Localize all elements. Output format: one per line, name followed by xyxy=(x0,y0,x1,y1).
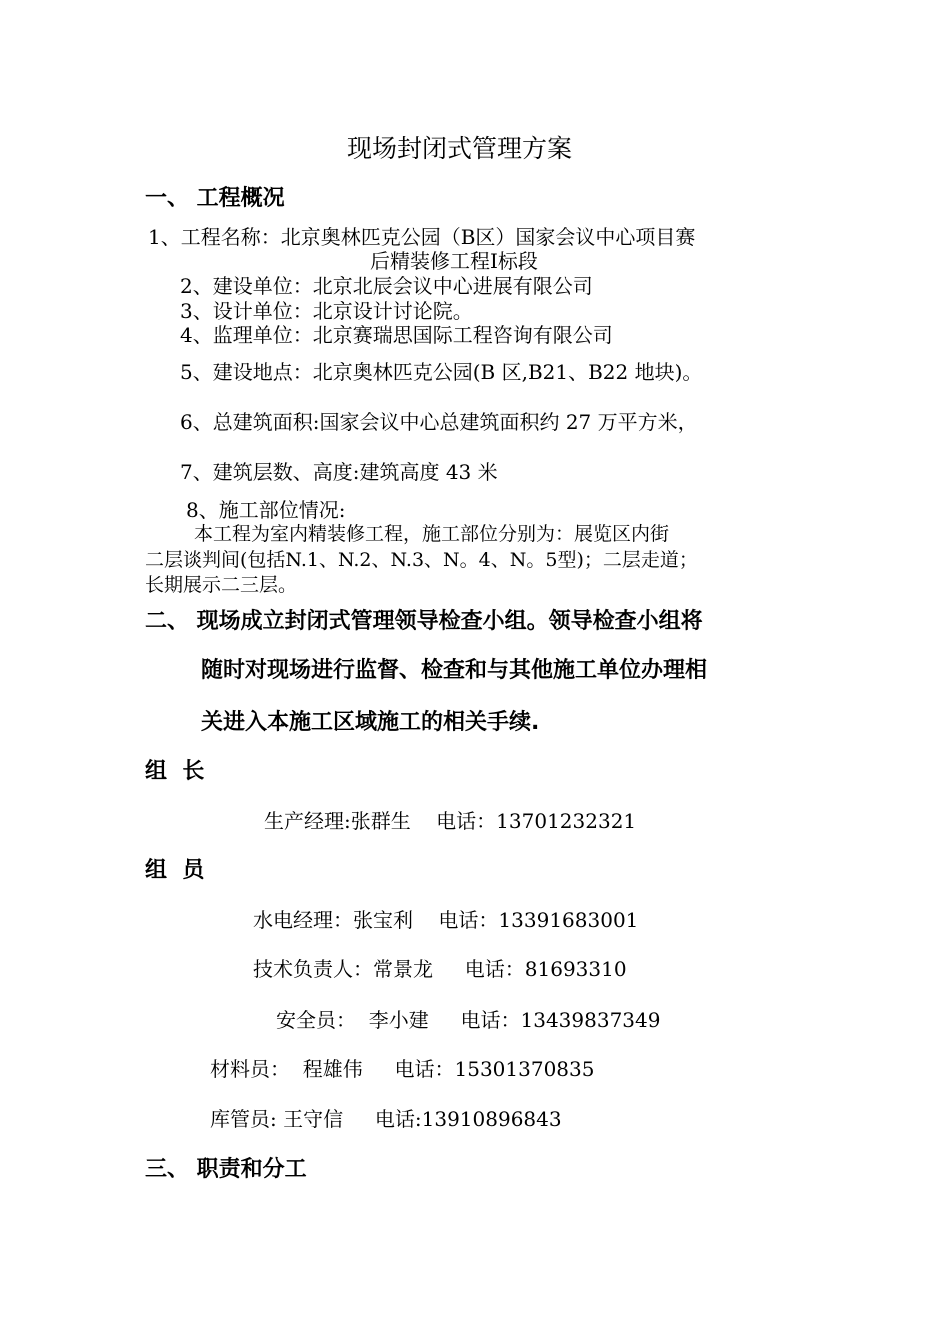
section-heading-team: 二、 现场成立封闭式管理领导检查小组。领导检查小组将 xyxy=(145,609,703,634)
section-heading-overview: 一、 工程概况 xyxy=(145,186,285,211)
member-entry: 安全员： 李小建 电话：13439837349 xyxy=(276,1008,661,1032)
item-height: 7、建筑层数、高度:建筑高度 43 米 xyxy=(180,460,498,484)
member-entry: 材料员： 程雄伟 电话：15301370835 xyxy=(210,1057,595,1081)
page-title: 现场封闭式管理方案 xyxy=(347,134,573,163)
section-heading-duties: 三、 职责和分工 xyxy=(145,1157,307,1182)
section-heading-team-cont: 随时对现场进行监督、检查和与其他施工单位办理相 xyxy=(201,658,708,683)
item-construction-unit: 2、建设单位：北京北辰会议中心进展有限公司 xyxy=(180,274,593,298)
paragraph-line: 二层谈判间(包括N.1、N.2、N.3、N。4、N。5型)；二层走道； xyxy=(145,549,698,571)
member-entry: 技术负责人：常景龙 电话：81693310 xyxy=(253,957,627,981)
item-design-unit: 3、设计单位：北京设计讨论院。 xyxy=(180,299,473,323)
paragraph-line: 长期展示二三层。 xyxy=(145,574,298,596)
item-project-name-cont: 后精装修工程Ⅰ标段 xyxy=(370,249,538,273)
item-construction-part: 8、施工部位情况: xyxy=(186,498,346,522)
item-project-name: 1、工程名称：北京奥林匹克公园（B区）国家会议中心项目赛 xyxy=(148,225,696,249)
leader-entry: 生产经理:张群生 电话：13701232321 xyxy=(264,809,637,833)
section-heading-team-cont: 关进入本施工区域施工的相关手续. xyxy=(201,710,540,735)
paragraph-line: 本工程为室内精装修工程，施工部位分别为：展览区内街 xyxy=(194,523,670,545)
member-entry: 库管员: 王守信 电话:13910896843 xyxy=(210,1107,562,1131)
member-entry: 水电经理：张宝利 电话：13391683001 xyxy=(253,908,639,932)
item-location: 5、建设地点：北京奥林匹克公园(B 区,B21、B22 地块)。 xyxy=(180,360,703,384)
leader-label: 组 长 xyxy=(145,759,205,784)
item-supervision-unit: 4、监理单位：北京赛瑞思国际工程咨询有限公司 xyxy=(180,323,613,347)
item-floor-area: 6、总建筑面积:国家会议中心总建筑面积约 27 万平方米， xyxy=(180,410,698,434)
members-label: 组 员 xyxy=(145,858,205,883)
